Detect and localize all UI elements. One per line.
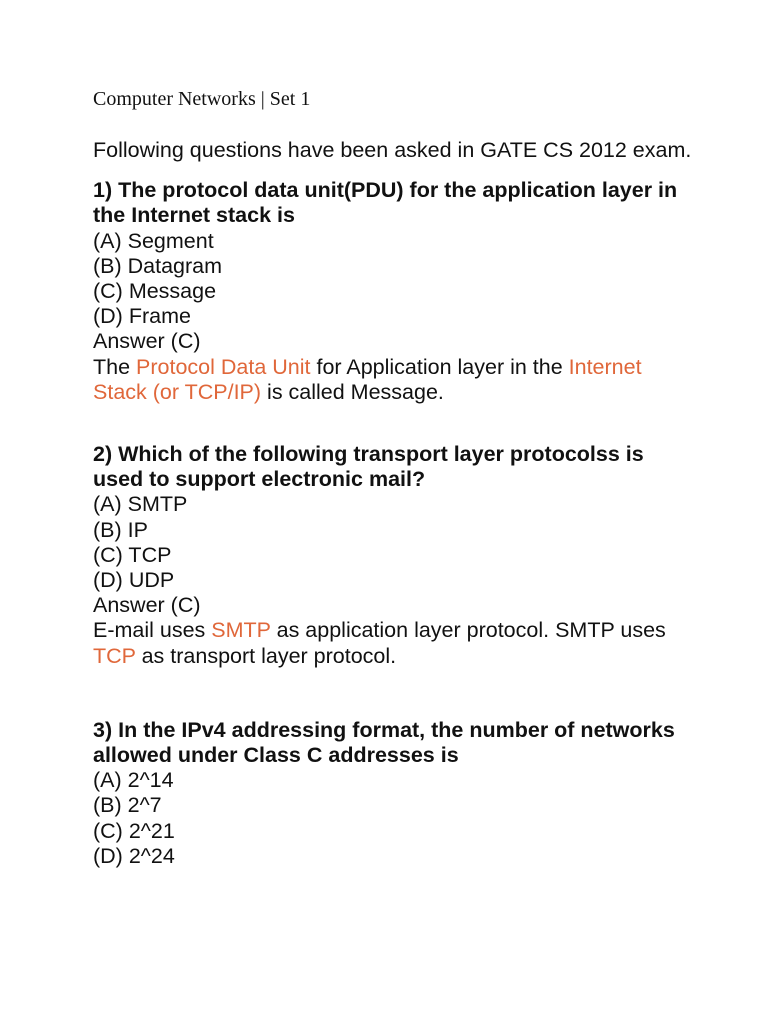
question-number: 1) bbox=[93, 178, 113, 203]
question-text bbox=[93, 178, 693, 228]
explanation-text: E-mail uses bbox=[93, 618, 212, 643]
option-d: (D) UDP bbox=[93, 568, 175, 593]
answer-line: Answer (C) bbox=[93, 329, 201, 354]
document-title: Computer Networks | Set 1 bbox=[93, 88, 311, 110]
option-a: (A) SMTP bbox=[93, 492, 188, 517]
internet-stack-link[interactable]: Internet Stack (or TCP/IP) bbox=[93, 354, 642, 404]
question-body: In the IPv4 addressing format, the number of networks allowed under Class C addresses is bbox=[93, 717, 675, 768]
protocol-data-unit-link[interactable]: Protocol Data Unit bbox=[136, 354, 311, 379]
option-d: (D) 2^24 bbox=[93, 843, 175, 868]
question-text bbox=[93, 442, 693, 492]
intro-paragraph: Following questions have been asked in GATE CS 2012 exam. bbox=[93, 138, 692, 162]
question-3 bbox=[93, 718, 693, 869]
explanation-text: The bbox=[93, 354, 137, 379]
tcp-link[interactable]: TCP bbox=[93, 643, 136, 668]
option-a: (A) Segment bbox=[93, 228, 214, 253]
explanation-text: as transport layer protocol. bbox=[135, 643, 397, 668]
explanation-text: as application layer protocol. SMTP uses bbox=[270, 618, 666, 643]
question-1 bbox=[93, 178, 693, 405]
question-body: Which of the following transport layer protocolss is used to support electronic mail? bbox=[93, 442, 644, 492]
option-b: (B) IP bbox=[93, 517, 148, 542]
option-a: (A) 2^14 bbox=[93, 768, 174, 793]
option-c: (C) TCP bbox=[93, 542, 172, 567]
explanation bbox=[93, 618, 693, 668]
option-b: (B) 2^7 bbox=[93, 793, 162, 818]
question-body: The protocol data unit(PDU) for the application layer in the Internet stack is bbox=[93, 178, 678, 228]
option-c: (C) 2^21 bbox=[93, 818, 175, 843]
option-b: (B) Datagram bbox=[93, 253, 223, 278]
smtp-link[interactable]: SMTP bbox=[211, 618, 271, 643]
document-page bbox=[93, 84, 693, 869]
explanation-text: is called Message. bbox=[261, 379, 444, 404]
option-d: (D) Frame bbox=[93, 304, 191, 329]
explanation-text: for Application layer in the bbox=[310, 354, 569, 379]
question-number: 2) bbox=[93, 442, 113, 467]
option-c: (C) Message bbox=[93, 279, 217, 304]
question-text bbox=[93, 718, 693, 768]
question-number: 3) bbox=[93, 717, 113, 742]
explanation bbox=[93, 355, 693, 405]
answer-line: Answer (C) bbox=[93, 593, 201, 618]
question-2 bbox=[93, 442, 693, 669]
